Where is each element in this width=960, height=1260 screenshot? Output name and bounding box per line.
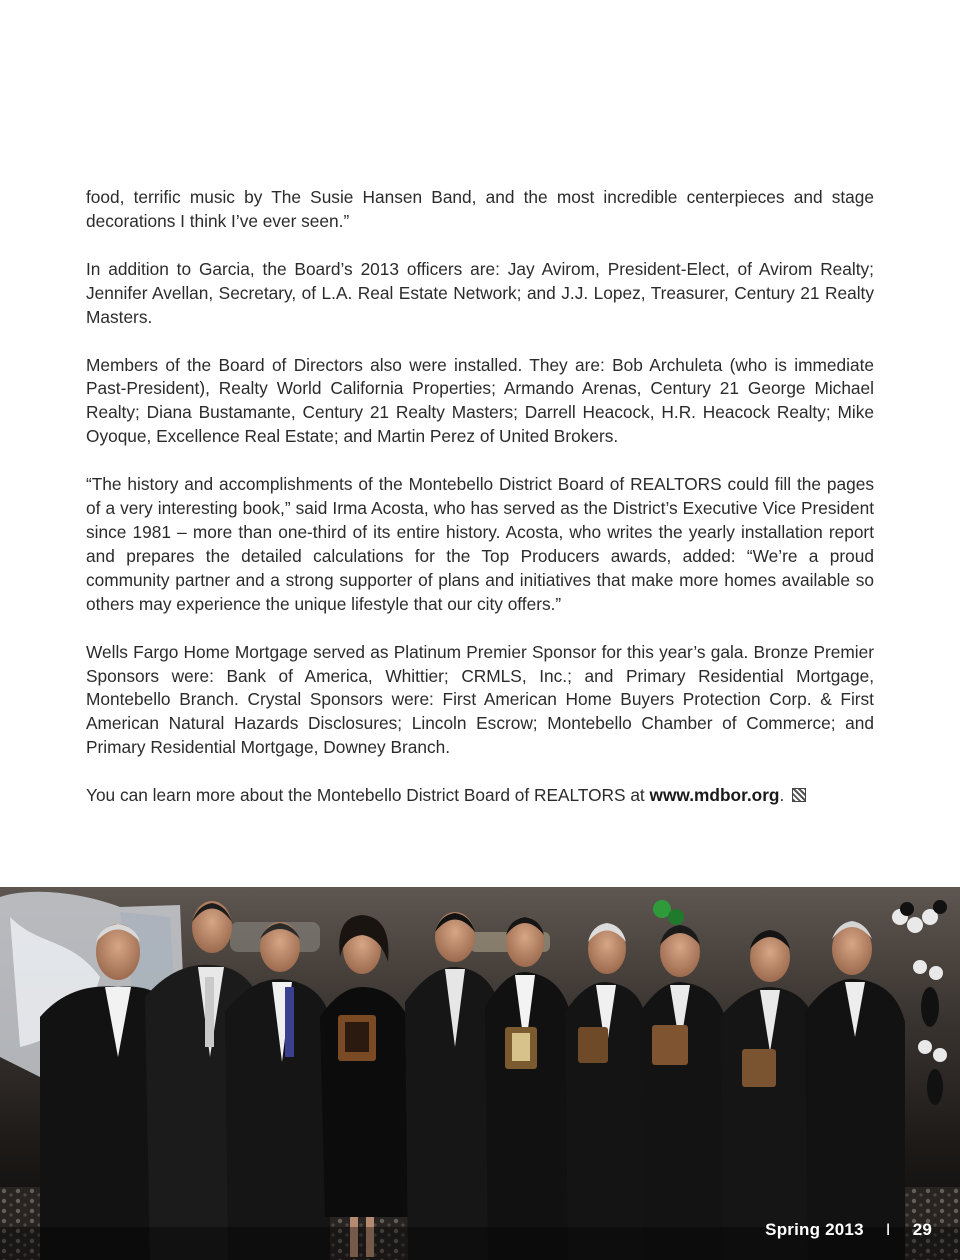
article-paragraph: Wells Fargo Home Mortgage served as Platinum Premier Sponsor for this year’s gala. Bronze Premier Sponsors were: Bank of America, Whittier; CRMLS, Inc.; and Primary Residential Mortgage, Montebello Branch. Crystal Sponsors were: First American Home Buyers Protection Corp. & First American Natural Hazards Disclosures; Lincoln Escrow; Montebello Chamber of Commerce; and Primary Residential Mortgage, Downey Branch. [86, 641, 874, 758]
group-photo [0, 887, 960, 1260]
page-footer [765, 1220, 932, 1240]
end-of-article-icon [792, 788, 806, 802]
closing-text: You can learn more about the Montebello District Board of REALTORS at [86, 785, 650, 806]
website-link[interactable]: www.mdbor.org [649, 785, 780, 806]
article-paragraph: Members of the Board of Directors also were installed. They are: Bob Archuleta (who is immediate Past-President), Realty World California Properties; Armando Arenas, Century 21 George Michael Realty; Diana Bustamante, Century 21 Realty Masters; Darrell Heacock, H.R. Heacock Realty; Mike Oyoque, Excellence Real Estate; and Martin Perez of United Brokers. [86, 354, 874, 447]
closing-punctuation: . [779, 785, 785, 806]
article-paragraph: food, terrific music by The Susie Hansen Band, and the most incredible centerpieces and stage decorations I think I’ve ever seen.” [86, 187, 874, 231]
article-paragraph: In addition to Garcia, the Board’s 2013 officers are: Jay Avirom, President-Elect, of Avirom Realty; Jennifer Avellan, Secretary, of L.A. Real Estate Network; and J.J. Lopez, Treasurer, Century 21 Realty Masters. [86, 258, 874, 327]
page-number: 29 [912, 1220, 932, 1239]
article-body [86, 186, 874, 832]
issue-label: Spring 2013 [765, 1220, 864, 1239]
closing-paragraph [86, 784, 874, 808]
footer-separator: I [885, 1220, 891, 1239]
article-paragraph: “The history and accomplishments of the Montebello District Board of REALTORS could fill the pages of a very interesting book,” said Irma Acosta, who has served as the District’s Executive Vice President since 1981 – more than one-third of its entire history. Acosta, who writes the yearly installation report and prepares the detailed calculations for the Top Producers awards, added: “We’re a proud community partner and a strong supporter of plans and initiatives that make more homes available so others may experience the unique lifestyle that our city offers.” [86, 474, 874, 614]
